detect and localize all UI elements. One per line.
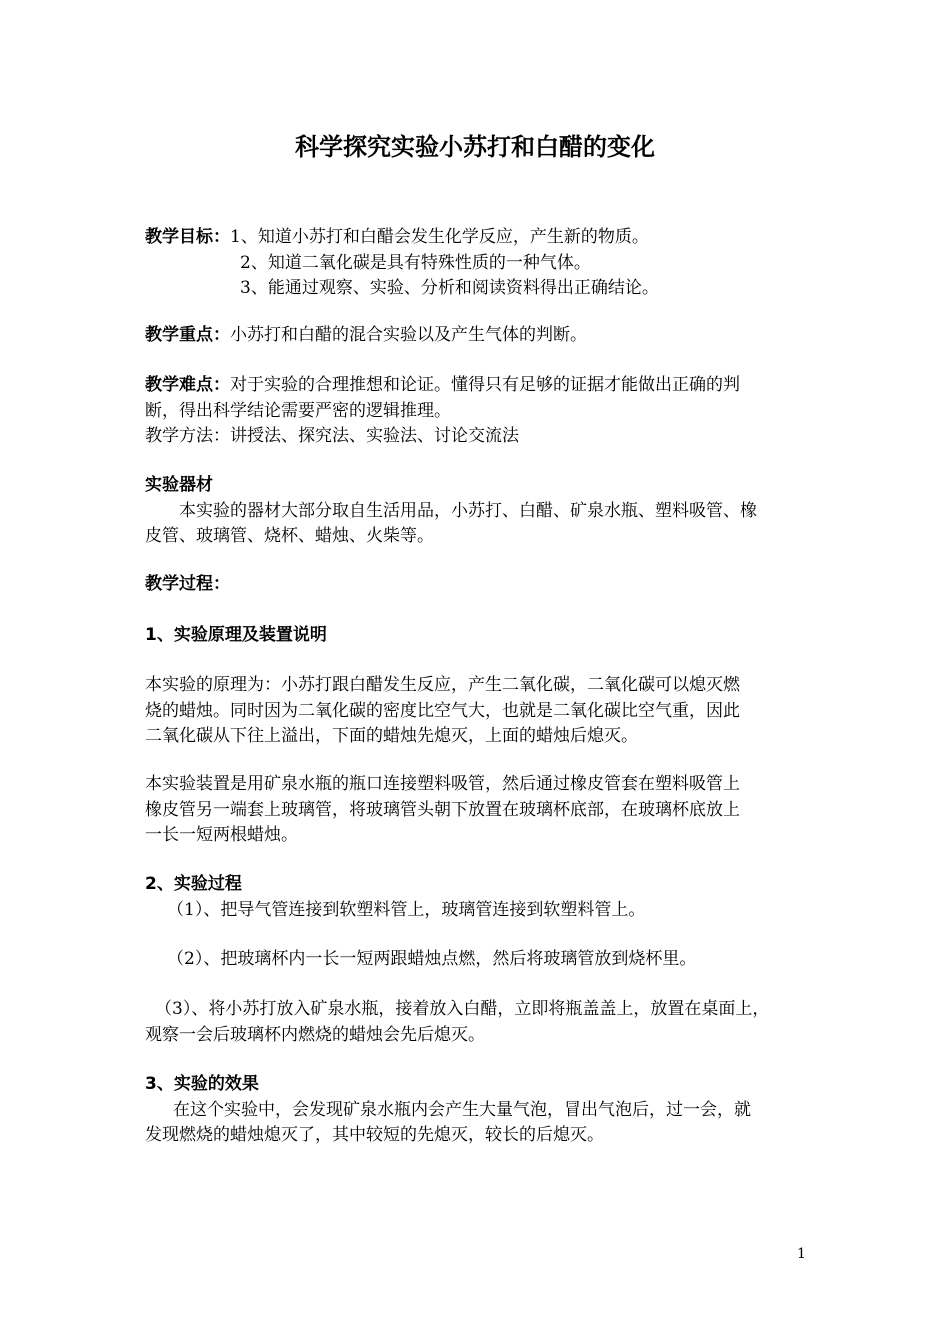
section2: [145, 872, 811, 923]
difficulty-label: 教学难点：: [145, 375, 230, 395]
section2-heading: 2、实验过程: [145, 874, 242, 894]
key-point-label: 教学重点：: [145, 325, 230, 345]
key-point-text: 小苏打和白醋的混合实验以及产生气体的判断。: [230, 325, 587, 345]
principle-line-1: 本实验的原理为：小苏打跟白醋发生反应，产生二氧化碳，二氧化碳可以熄灭燃: [145, 675, 740, 695]
objective-item-2: 2、知道二氧化碳是具有特殊性质的一种气体。: [240, 252, 591, 273]
page-title: 科学探究实验小苏打和白醋的变化: [295, 133, 655, 161]
teaching-method: 教学方法：讲授法、探究法、实验法、讨论交流法: [145, 426, 519, 446]
step-1: （1）、把导气管连接到软塑料管上，玻璃管连接到软塑料管上。: [167, 899, 646, 920]
apparatus-line-1: 本实验装置是用矿泉水瓶的瓶口连接塑料吸管，然后通过橡皮管套在塑料吸管上: [145, 774, 740, 794]
objective-item-1: 1、知道小苏打和白醋会发生化学反应，产生新的物质。: [230, 227, 649, 247]
apparatus-line-3: 一长一短两根蜡烛。: [145, 825, 298, 845]
difficulty-text-line2: 断，得出科学结论需要严密的逻辑推理。: [145, 400, 451, 421]
step-3-line1: （3）、将小苏打放入矿泉水瓶，接着放入白醋，立即将瓶盖盖上，放置在桌面上，: [155, 999, 770, 1019]
effect-line-2: 发现燃烧的蜡烛熄灭了，其中较短的先熄灭，较长的后熄灭。: [145, 1125, 604, 1145]
section1-heading: 1、实验原理及装置说明: [145, 625, 327, 645]
section1-heading-block: [145, 623, 811, 649]
difficulty-text-line1: 对于实验的合理推想和论证。懂得只有足够的证据才能做出正确的判: [230, 375, 740, 395]
difficulty-section: [145, 373, 811, 450]
materials-heading: 实验器材: [145, 475, 213, 495]
process-heading: 教学过程：: [145, 574, 230, 594]
key-point-section: [145, 323, 811, 349]
objectives-label: 教学目标：: [145, 227, 230, 247]
step-3-line2: 观察一会后玻璃杯内燃烧的蜡烛会先后熄灭。: [145, 1024, 485, 1045]
apparatus-line-2: 橡皮管另一端套上玻璃管，将玻璃管头朝下放置在玻璃杯底部，在玻璃杯底放上: [145, 799, 740, 820]
materials-text-line1: 本实验的器材大部分取自生活用品，小苏打、白醋、矿泉水瓶、塑料吸管、橡: [179, 500, 757, 521]
step-2-block: [145, 947, 811, 973]
materials-section: [145, 473, 811, 550]
section3-heading: 3、实验的效果: [145, 1074, 259, 1094]
process-heading-block: [145, 572, 811, 598]
section3: [145, 1072, 811, 1149]
page-number: 1: [797, 1246, 806, 1262]
step-2: （2）、把玻璃杯内一长一短两跟蜡烛点燃，然后将玻璃管放到烧杯里。: [167, 949, 697, 969]
objective-item-3: 3、能通过观察、实验、分析和阅读资料得出正确结论。: [240, 278, 659, 298]
objectives-section: [145, 225, 811, 302]
principle-line-3: 二氧化碳从下往上溢出，下面的蜡烛先熄灭，上面的蜡烛后熄灭。: [145, 726, 638, 746]
step-3-block: [145, 997, 811, 1048]
effect-line-1: 在这个实验中，会发现矿泉水瓶内会产生大量气泡，冒出气泡后，过一会，就: [173, 1099, 751, 1120]
section1-principle: [145, 673, 811, 750]
materials-text-line2: 皮管、玻璃管、烧杯、蜡烛、火柴等。: [145, 526, 434, 546]
section1-apparatus: [145, 772, 811, 849]
principle-line-2: 烧的蜡烛。同时因为二氧化碳的密度比空气大，也就是二氧化碳比空气重，因此: [145, 700, 740, 721]
